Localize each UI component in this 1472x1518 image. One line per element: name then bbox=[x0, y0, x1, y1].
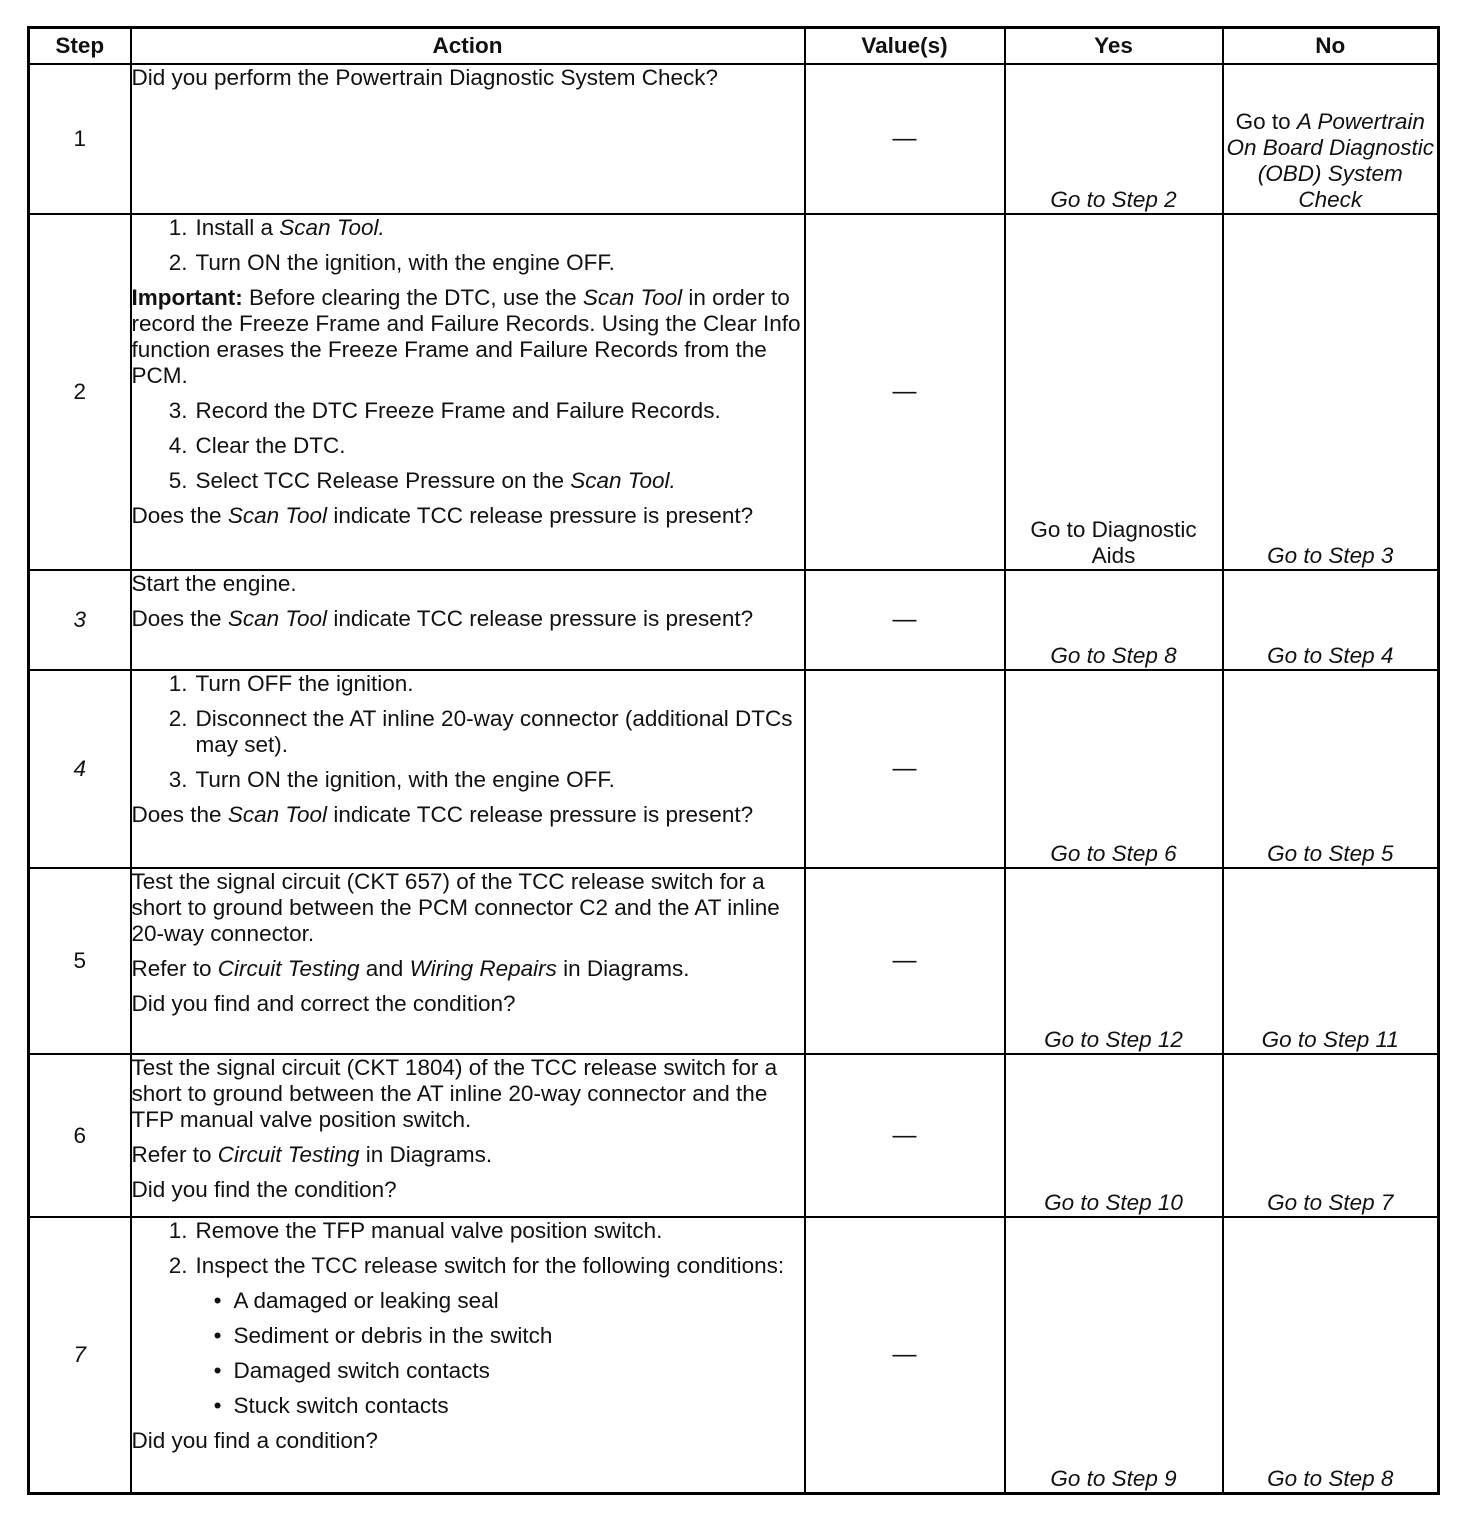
item-text: Turn OFF the ignition. bbox=[195, 671, 414, 696]
item-emphasis: Scan Tool. bbox=[279, 215, 385, 240]
table-row bbox=[29, 868, 1439, 1054]
item-text: Select TCC Release Pressure on the bbox=[195, 468, 571, 493]
step-number: 6 bbox=[29, 1054, 131, 1217]
value-cell: — bbox=[805, 570, 1005, 670]
list-item: 4. Clear the DTC. bbox=[132, 433, 804, 459]
step-number: 1 bbox=[29, 64, 131, 214]
list-item: 5. Select TCC Release Pressure on the Scan Tool. bbox=[168, 468, 676, 493]
action-reference bbox=[132, 1142, 804, 1168]
action-text: Test the signal circuit (CKT 657) of the TCC release switch for a short to ground between the PCM connector C2 and the AT inline 20-way connector. bbox=[131, 869, 780, 946]
ref-text: Refer to bbox=[131, 1142, 218, 1167]
yes-cell: Go to Step 8 bbox=[1005, 570, 1223, 670]
action-text: Start the engine. bbox=[131, 571, 297, 596]
question-text: Does the bbox=[131, 503, 228, 528]
bullet-icon: • bbox=[213, 1323, 222, 1348]
step-number: 7 bbox=[29, 1217, 131, 1493]
ref-emphasis: Circuit Testing bbox=[217, 956, 360, 981]
value-cell: — bbox=[805, 64, 1005, 214]
diagnostic-table bbox=[27, 26, 1440, 1495]
bullet-text: Damaged switch contacts bbox=[233, 1358, 490, 1383]
note-text: Before clearing the DTC, use the bbox=[242, 285, 583, 310]
table-row bbox=[29, 670, 1439, 868]
note-emphasis: Scan Tool bbox=[582, 285, 683, 310]
bullet-item bbox=[132, 1323, 804, 1349]
no-cell: Go to Step 4 bbox=[1223, 570, 1439, 670]
note-text: in order to record the Freeze Frame and Failure Records. Using the Clear Info function erases the Freeze Frame and Failure Records from the PCM. bbox=[131, 285, 801, 388]
action-reference bbox=[132, 956, 804, 982]
question-text: indicate TCC release pressure is present? bbox=[327, 503, 754, 528]
no-text: Go to bbox=[1235, 109, 1297, 134]
question-text: indicate TCC release pressure is present? bbox=[327, 802, 754, 827]
bullet-icon: • bbox=[213, 1393, 222, 1418]
header-row bbox=[29, 28, 1439, 65]
question-text: Does the bbox=[131, 606, 228, 631]
yes-cell: Go to Step 9 bbox=[1005, 1217, 1223, 1493]
step-number: 2 bbox=[29, 214, 131, 570]
action-question: Did you perform the Powertrain Diagnostic System Check? bbox=[131, 65, 718, 90]
yes-text: Go to Diagnostic Aids bbox=[1030, 517, 1197, 568]
action-question: Did you find a condition? bbox=[131, 1428, 378, 1453]
ref-emphasis: Circuit Testing bbox=[217, 1142, 360, 1167]
item-text: Record the DTC Freeze Frame and Failure Records. bbox=[195, 398, 721, 423]
list-item: 1. Turn OFF the ignition. bbox=[132, 671, 804, 697]
bullet-icon: • bbox=[213, 1358, 222, 1383]
no-cell: Go to Step 3 bbox=[1223, 214, 1439, 570]
header-no: No bbox=[1223, 28, 1439, 65]
list-item: 1. Remove the TFP manual valve position switch. bbox=[132, 1218, 804, 1244]
bullet-icon: • bbox=[213, 1288, 222, 1313]
action-question: Did you find the condition? bbox=[131, 1177, 397, 1202]
item-text: Turn ON the ignition, with the engine OFF. bbox=[195, 767, 615, 792]
bullet-item bbox=[132, 1358, 804, 1384]
ref-text: in Diagrams. bbox=[359, 1142, 493, 1167]
question-text: indicate TCC release pressure is present? bbox=[327, 606, 754, 631]
ref-emphasis: Wiring Repairs bbox=[409, 956, 557, 981]
header-step: Step bbox=[29, 28, 131, 65]
action-cell bbox=[131, 570, 805, 670]
bullet-text: Sediment or debris in the switch bbox=[233, 1323, 553, 1348]
action-text: Test the signal circuit (CKT 1804) of the TCC release switch for a short to ground between the AT inline 20-way connector and the TFP manual valve position switch. bbox=[131, 1055, 778, 1132]
ref-text: in Diagrams. bbox=[556, 956, 690, 981]
list-item: 3. Record the DTC Freeze Frame and Failure Records. bbox=[132, 398, 804, 424]
yes-cell: Go to Step 2 bbox=[1005, 64, 1223, 214]
question-emphasis: Scan Tool bbox=[227, 606, 328, 631]
question-emphasis: Scan Tool bbox=[227, 503, 328, 528]
header-yes: Yes bbox=[1005, 28, 1223, 65]
table-row bbox=[29, 1054, 1439, 1217]
yes-cell bbox=[1005, 214, 1223, 570]
table-row bbox=[29, 570, 1439, 670]
bullet-item bbox=[132, 1288, 804, 1314]
table-row bbox=[29, 1217, 1439, 1493]
list-item: 2. Turn ON the ignition, with the engine OFF. bbox=[132, 250, 804, 276]
bullet-item bbox=[132, 1393, 804, 1419]
yes-cell: Go to Step 12 bbox=[1005, 868, 1223, 1054]
value-cell: — bbox=[805, 1217, 1005, 1493]
action-cell bbox=[131, 1217, 805, 1493]
yes-cell: Go to Step 10 bbox=[1005, 1054, 1223, 1217]
yes-cell: Go to Step 6 bbox=[1005, 670, 1223, 868]
action-cell bbox=[131, 214, 805, 570]
question-text: Does the bbox=[131, 802, 228, 827]
no-cell: Go to Step 8 bbox=[1223, 1217, 1439, 1493]
header-values: Value(s) bbox=[805, 28, 1005, 65]
ref-text: Refer to bbox=[131, 956, 218, 981]
header-action: Action bbox=[131, 28, 805, 65]
bullet-text: Stuck switch contacts bbox=[233, 1393, 449, 1418]
list-item: 2. Disconnect the AT inline 20-way connector (additional DTCs may set). bbox=[132, 706, 804, 758]
step-number: 4 bbox=[29, 670, 131, 868]
action-cell bbox=[131, 868, 805, 1054]
action-cell bbox=[131, 670, 805, 868]
no-link-text: A Powertrain On Board Diagnostic (OBD) System Check bbox=[1226, 109, 1435, 212]
action-cell bbox=[131, 64, 805, 214]
table-row bbox=[29, 214, 1439, 570]
action-cell bbox=[131, 1054, 805, 1217]
step-number: 5 bbox=[29, 868, 131, 1054]
action-question: Did you find and correct the condition? bbox=[131, 991, 516, 1016]
item-text: Clear the DTC. bbox=[195, 433, 346, 458]
question-emphasis: Scan Tool bbox=[227, 802, 328, 827]
value-cell: — bbox=[805, 1054, 1005, 1217]
no-cell: Go to Step 5 bbox=[1223, 670, 1439, 868]
action-question bbox=[132, 606, 804, 632]
action-question bbox=[132, 503, 804, 529]
value-cell: — bbox=[805, 214, 1005, 570]
item-text: Install a bbox=[195, 215, 280, 240]
no-cell: Go to Step 11 bbox=[1223, 868, 1439, 1054]
table-row bbox=[29, 64, 1439, 214]
step-number: 3 bbox=[29, 570, 131, 670]
list-item: 3. Turn ON the ignition, with the engine OFF. bbox=[132, 767, 804, 793]
important-label: Important: bbox=[131, 285, 243, 310]
item-emphasis: Scan Tool. bbox=[570, 468, 676, 493]
action-question bbox=[132, 802, 804, 828]
ref-text: and bbox=[359, 956, 410, 981]
bullet-text: A damaged or leaking seal bbox=[233, 1288, 499, 1313]
value-cell: — bbox=[805, 670, 1005, 868]
no-cell bbox=[1223, 64, 1439, 214]
item-text: Disconnect the AT inline 20-way connector (additional DTCs may set). bbox=[195, 706, 793, 757]
no-cell: Go to Step 7 bbox=[1223, 1054, 1439, 1217]
list-item: 1. Install a Scan Tool. bbox=[168, 215, 385, 240]
value-cell: — bbox=[805, 868, 1005, 1054]
item-text: Remove the TFP manual valve position switch. bbox=[195, 1218, 663, 1243]
item-text: Turn ON the ignition, with the engine OFF. bbox=[195, 250, 615, 275]
item-text: Inspect the TCC release switch for the following conditions: bbox=[195, 1253, 785, 1278]
important-note bbox=[132, 285, 804, 389]
list-item: 2. Inspect the TCC release switch for the following conditions: bbox=[132, 1253, 804, 1279]
